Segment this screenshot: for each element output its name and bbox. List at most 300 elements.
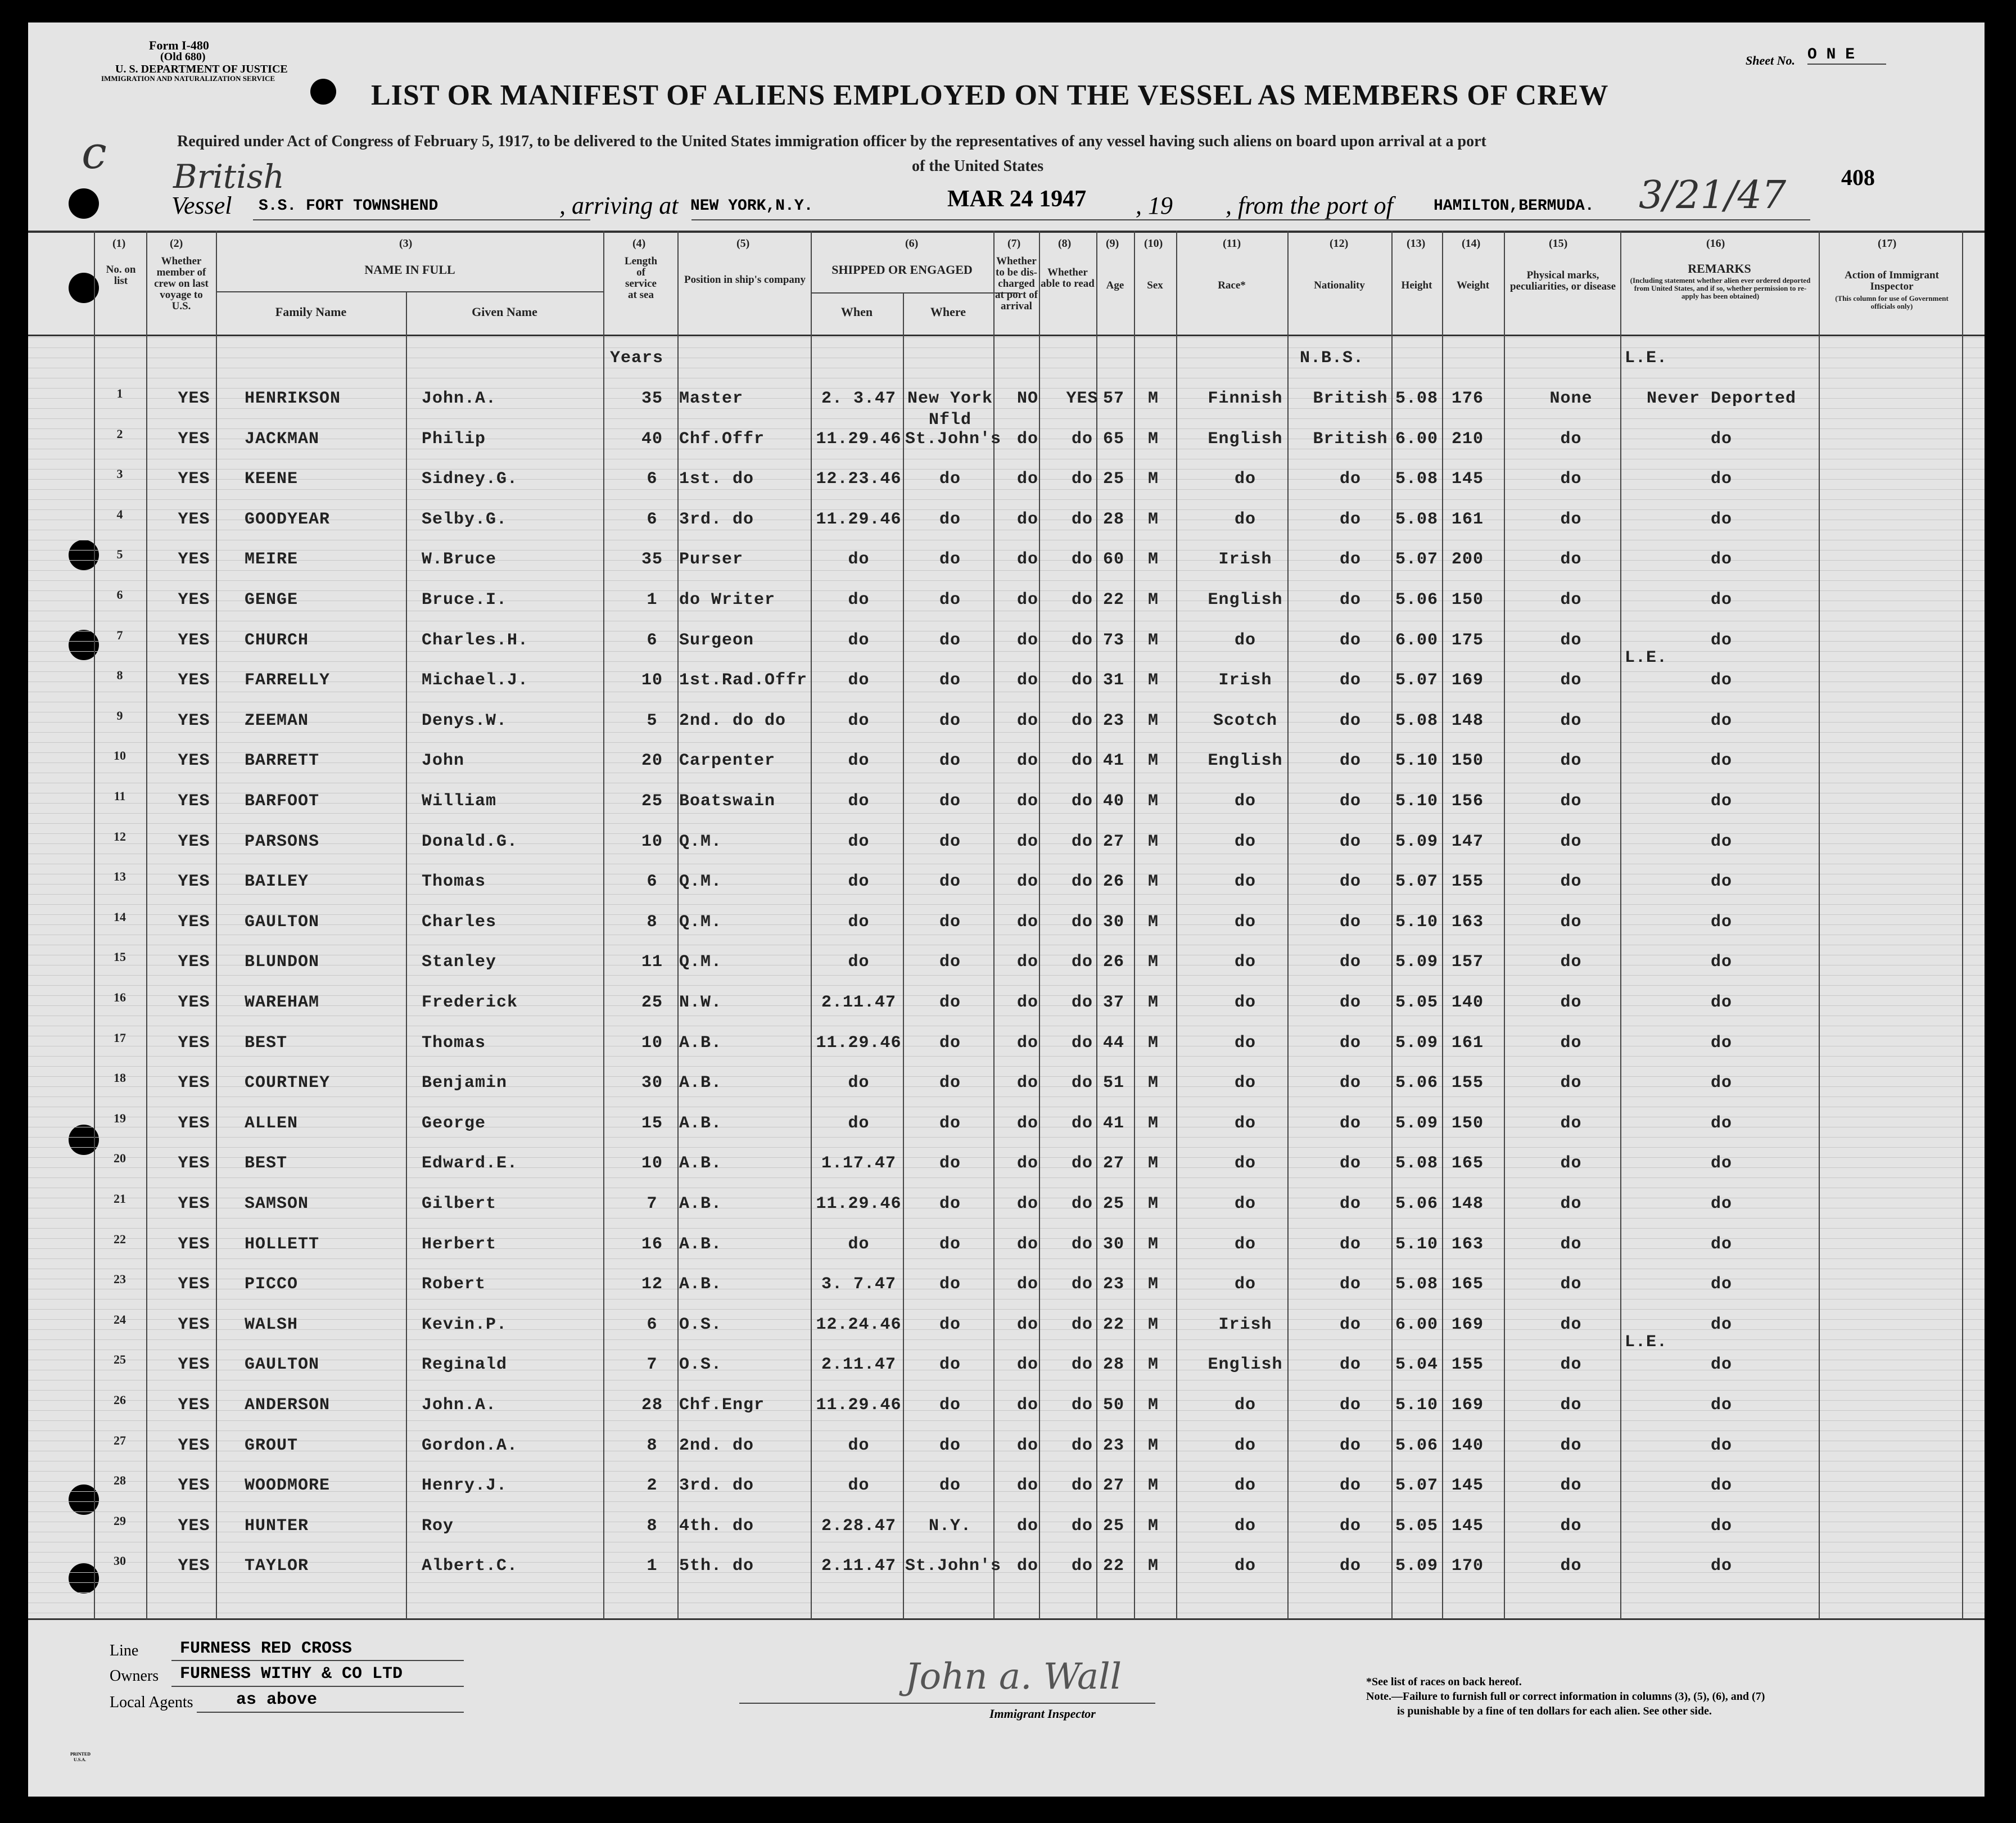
sex-cell: M (1148, 751, 1159, 771)
position-cell: 2nd. do (679, 1436, 754, 1455)
shipped-when-cell: do (848, 872, 870, 892)
prev-voyage-cell: YES (178, 1194, 210, 1213)
race-cell: Irish (1218, 1315, 1272, 1334)
form-old-number: (Old 680) (160, 51, 206, 63)
weight-cell: 210 (1452, 429, 1484, 449)
service-years-cell: 6 (647, 630, 658, 650)
height-cell: 5.10 (1395, 1396, 1439, 1415)
remarks-cell: do (1710, 509, 1732, 529)
weight-cell: 147 (1452, 832, 1484, 851)
remarks-cell: do (1710, 711, 1732, 730)
remarks-cell: do (1710, 1315, 1732, 1334)
prev-voyage-cell: YES (178, 1355, 210, 1375)
family-name-cell: WALSH (245, 1315, 299, 1334)
prev-voyage-cell: YES (178, 1033, 210, 1053)
vessel-name: S.S. FORT TOWNSHEND (259, 197, 439, 215)
height-cell: 5.07 (1395, 550, 1439, 570)
shipped-when-cell: 11.29.46 (816, 1396, 902, 1415)
given-name-cell: Donald.G. (422, 832, 518, 851)
family-name-cell: SAMSON (245, 1194, 309, 1213)
nationality-cell: British (1313, 429, 1388, 449)
position-cell: A.B. (679, 1194, 722, 1213)
able-to-read-cell: do (1071, 429, 1093, 449)
nationality-cell: do (1339, 711, 1361, 730)
shipped-when-cell: do (848, 1476, 870, 1496)
physical-marks-cell: do (1560, 1073, 1582, 1093)
height-cell: 5.07 (1395, 872, 1439, 892)
nationality-cell: do (1339, 1073, 1361, 1093)
row-number-cell: 13 (114, 869, 126, 884)
remarks-cell: do (1710, 1476, 1732, 1496)
arriving-label: , arriving at (559, 192, 679, 219)
owners-label: Owners (110, 1667, 159, 1685)
shipped-where-cell: do (939, 1355, 961, 1375)
column-number: (10) (1144, 237, 1163, 250)
discharged-cell: do (1016, 1355, 1038, 1375)
weight-cell: 176 (1452, 389, 1484, 408)
shipped-when-cell: do (848, 630, 870, 650)
page-number: 408 (1841, 165, 1875, 190)
row-number-cell: 18 (114, 1071, 126, 1085)
physical-marks-cell: do (1560, 1516, 1582, 1536)
position-cell: Master (679, 389, 744, 408)
age-cell: 27 (1103, 1476, 1125, 1496)
race-cell: Irish (1218, 550, 1272, 570)
race-cell: do (1234, 1113, 1256, 1133)
given-name-cell: Robert (422, 1275, 486, 1294)
given-name-cell: Charles (422, 912, 497, 932)
age-cell: 22 (1103, 590, 1125, 610)
able-to-read-cell: do (1071, 550, 1093, 570)
nationality-cell: do (1339, 1154, 1361, 1174)
race-cell: do (1234, 1073, 1256, 1093)
ruled-line (28, 1309, 1985, 1310)
able-to-read-cell: do (1071, 1476, 1093, 1496)
able-to-read-cell: do (1071, 1516, 1093, 1536)
service-years-cell: 10 (641, 671, 663, 691)
age-cell: 22 (1103, 1556, 1125, 1576)
remarks-cell: do (1710, 630, 1732, 650)
sex-cell: M (1148, 1355, 1159, 1375)
shipped-when-cell: 2.28.47 (821, 1516, 897, 1536)
column-number: (7) (1007, 237, 1021, 250)
age-cell: 51 (1103, 1073, 1125, 1093)
sex-cell: M (1148, 1436, 1159, 1455)
discharged-cell: do (1016, 1234, 1038, 1254)
remarks-cell: do (1710, 1516, 1732, 1536)
discharged-cell: do (1016, 1436, 1038, 1455)
given-name-cell: John.A. (422, 389, 497, 408)
service-years-cell: 5 (647, 711, 658, 730)
position-cell: A.B. (679, 1073, 722, 1093)
shipped-where-cell: do (939, 1396, 961, 1415)
ruled-line (28, 1471, 1985, 1472)
manifest-sheet (28, 22, 1985, 1797)
service-years-cell: 7 (647, 1355, 658, 1375)
position-cell: 2nd. do do (679, 711, 786, 730)
shipped-where-cell: do (939, 1436, 961, 1455)
remarks-cell: do (1710, 550, 1732, 570)
header-given-name: Given Name (472, 305, 537, 319)
service-years-cell: 6 (647, 1315, 658, 1334)
prev-voyage-cell: YES (178, 1275, 210, 1294)
shipped-where-cell: do (939, 953, 961, 972)
column-number: (6) (905, 237, 919, 250)
row-number-cell: 8 (116, 668, 123, 683)
ruled-line (28, 1096, 1985, 1097)
from-port-label: , from the port of (1226, 192, 1393, 219)
remarks-cell: do (1710, 953, 1732, 972)
service-years-cell: 1 (647, 1556, 658, 1576)
row-number-cell: 28 (114, 1473, 126, 1488)
prev-voyage-cell: YES (178, 872, 210, 892)
row-number-cell: 2 (116, 426, 123, 441)
sex-cell: M (1148, 1113, 1159, 1133)
weight-cell: 140 (1452, 993, 1484, 1012)
height-cell: 5.10 (1395, 912, 1439, 932)
discharged-cell: do (1016, 1476, 1038, 1496)
family-name-cell: FARRELLY (245, 671, 331, 691)
discharged-cell: do (1016, 751, 1038, 771)
inspector-signature: John a. Wall (905, 1656, 1122, 1698)
ruled-line (28, 1552, 1985, 1553)
shipped-when-cell: do (848, 1073, 870, 1093)
ruled-line (28, 1592, 1985, 1593)
age-cell: 65 (1103, 429, 1125, 449)
given-name-cell: W.Bruce (422, 550, 497, 570)
prev-voyage-cell: YES (178, 590, 210, 610)
weight-cell: 155 (1452, 1073, 1484, 1093)
remarks-cell: do (1710, 1073, 1732, 1093)
physical-marks-cell: do (1560, 953, 1582, 972)
given-name-cell: Albert.C. (422, 1556, 518, 1576)
sex-cell: M (1148, 470, 1159, 489)
service-years-cell: 6 (647, 509, 658, 529)
sex-cell: M (1148, 1516, 1159, 1536)
prev-voyage-cell: YES (178, 711, 210, 730)
header-height: Height (1401, 279, 1432, 291)
age-cell: 23 (1103, 1275, 1125, 1294)
ruled-line (28, 1511, 1985, 1512)
ruled-line (28, 1066, 1985, 1067)
age-cell: 26 (1103, 953, 1125, 972)
row-number-cell: 3 (116, 467, 123, 481)
discharged-cell: do (1016, 1033, 1038, 1053)
nationality-cell: do (1339, 1436, 1361, 1455)
physical-marks-cell: do (1560, 509, 1582, 529)
handwritten-date: 3/21/47 (1639, 173, 1787, 218)
position-cell: 4th. do (679, 1516, 754, 1536)
race-cell: do (1234, 792, 1256, 811)
physical-marks-cell: do (1560, 912, 1582, 932)
weight-cell: 165 (1452, 1154, 1484, 1174)
row-number-cell: 25 (114, 1352, 126, 1367)
position-cell: do Writer (679, 590, 776, 610)
age-cell: 41 (1103, 751, 1125, 771)
age-cell: 27 (1103, 1154, 1125, 1174)
physical-marks-cell: do (1560, 1113, 1582, 1133)
able-to-read-cell: do (1071, 1234, 1093, 1254)
family-name-cell: ZEEMAN (245, 711, 309, 730)
shipped-where-cell: do (939, 1315, 961, 1334)
position-cell: O.S. (679, 1355, 722, 1375)
able-to-read-cell: do (1071, 509, 1093, 529)
discharged-cell: do (1016, 912, 1038, 932)
family-name-cell: GROUT (245, 1436, 299, 1455)
family-name-cell: TAYLOR (245, 1556, 309, 1576)
weight-cell: 169 (1452, 1396, 1484, 1415)
family-name-cell: BARFOOT (245, 792, 320, 811)
shipped-when-cell: 2.11.47 (821, 1556, 897, 1576)
height-cell: 5.05 (1395, 1516, 1439, 1536)
nationality-cell: do (1339, 671, 1361, 691)
family-name-cell: GOODYEAR (245, 509, 331, 529)
race-cell: English (1208, 429, 1283, 449)
family-name-cell: BEST (245, 1154, 288, 1174)
shipped-where-cell: do (939, 912, 961, 932)
ruled-line (28, 742, 1985, 743)
row-number-cell: 11 (114, 789, 126, 803)
header-race: Race* (1218, 279, 1246, 291)
discharged-cell: do (1016, 953, 1038, 972)
weight-cell: 145 (1452, 470, 1484, 489)
service-years-cell: 8 (647, 1436, 658, 1455)
nationality-cell: do (1339, 1556, 1361, 1576)
sex-cell: M (1148, 1154, 1159, 1174)
given-name-cell: Benjamin (422, 1073, 508, 1093)
given-name-cell: Reginald (422, 1355, 508, 1375)
able-to-read-cell: do (1071, 1355, 1093, 1375)
able-to-read-cell: do (1071, 1275, 1093, 1294)
remarks-cell: do (1710, 1556, 1732, 1576)
shipped-where-cell: do (939, 1234, 961, 1254)
height-cell: 5.09 (1395, 1033, 1439, 1053)
discharged-cell: do (1016, 1073, 1038, 1093)
given-name-cell: Frederick (422, 993, 518, 1012)
nationality-cell: do (1339, 792, 1361, 811)
nationality-cell: British (1313, 389, 1388, 408)
given-name-cell: John (422, 751, 465, 771)
sheet-number: O N E (1807, 46, 1886, 65)
able-to-read-cell: do (1071, 993, 1093, 1012)
discharged-cell: do (1016, 792, 1038, 811)
able-to-read-cell: do (1071, 1556, 1093, 1576)
nationality-cell: do (1339, 1113, 1361, 1133)
weight-cell: 155 (1452, 1355, 1484, 1375)
height-cell: 5.09 (1395, 1556, 1439, 1576)
nationality-cell: do (1339, 1033, 1361, 1053)
age-cell: 31 (1103, 671, 1125, 691)
discharged-cell: do (1016, 1516, 1038, 1536)
row-number-cell: 24 (114, 1312, 126, 1326)
column-number: (1) (112, 237, 126, 250)
nationality-cell: do (1339, 1275, 1361, 1294)
ruled-line (28, 1582, 1985, 1583)
sex-cell: M (1148, 429, 1159, 449)
given-name-cell: Denys.W. (422, 711, 508, 730)
discharged-cell: do (1016, 1396, 1038, 1415)
shipped-where-cell: do (939, 1154, 961, 1174)
sex-cell: M (1148, 912, 1159, 932)
shipped-where-cell: do (939, 872, 961, 892)
weight-cell: 161 (1452, 1033, 1484, 1053)
service-years-cell: 11 (641, 953, 663, 972)
shipped-where-cell: do (939, 711, 961, 730)
shipped-where-cell: do (939, 590, 961, 610)
weight-cell: 148 (1452, 711, 1484, 730)
remarks-cell: do (1710, 1033, 1732, 1053)
nationality-cell: do (1339, 953, 1361, 972)
row-number-cell: 16 (114, 990, 126, 1004)
family-name-cell: WOODMORE (245, 1476, 331, 1496)
page-title: LIST OR MANIFEST OF ALIENS EMPLOYED ON THE VESSEL AS MEMBERS OF CREW (371, 79, 1609, 111)
height-cell: 5.04 (1395, 1355, 1439, 1375)
sex-cell: M (1148, 1476, 1159, 1496)
physical-marks-cell: do (1560, 470, 1582, 489)
header-sex: Sex (1147, 279, 1163, 291)
arrival-date-stamp: MAR 24 1947 (947, 186, 1087, 212)
prev-voyage-cell: YES (178, 1516, 210, 1536)
shipped-where-cell: St.John's (905, 429, 1002, 449)
race-cell: do (1234, 1396, 1256, 1415)
position-cell: Carpenter (679, 751, 776, 771)
able-to-read-cell: do (1071, 832, 1093, 851)
remarks-cell: do (1710, 1113, 1732, 1133)
shipped-when-cell: do (848, 550, 870, 570)
column-number: (3) (399, 237, 413, 250)
discharged-cell: do (1016, 590, 1038, 610)
given-name-cell: Bruce.I. (422, 590, 508, 610)
position-cell: Boatswain (679, 792, 776, 811)
row-number-cell: 26 (114, 1393, 126, 1407)
able-to-read-cell: do (1071, 630, 1093, 650)
race-cell: do (1234, 1154, 1256, 1174)
discharged-cell: do (1016, 1194, 1038, 1213)
weight-cell: 200 (1452, 550, 1484, 570)
able-to-read-cell: do (1071, 1154, 1093, 1174)
agents-value: as above (236, 1690, 318, 1709)
prev-voyage-cell: YES (178, 429, 210, 449)
age-cell: 57 (1103, 389, 1125, 408)
shipped-where-cell: do (939, 1033, 961, 1053)
nationality-cell: do (1339, 509, 1361, 529)
row-number-cell: 17 (114, 1030, 126, 1045)
age-cell: 40 (1103, 792, 1125, 811)
ruled-line (28, 651, 1985, 652)
age-cell: 23 (1103, 1436, 1125, 1455)
race-cell: do (1234, 1516, 1256, 1536)
ruled-line (28, 1390, 1985, 1391)
race-cell: do (1234, 953, 1256, 972)
ruled-line (28, 732, 1985, 733)
row-number-cell: 15 (114, 950, 126, 964)
ruled-line (28, 1501, 1985, 1502)
weight-cell: 165 (1452, 1275, 1484, 1294)
shipped-where-cell: do (939, 630, 961, 650)
physical-marks-cell: do (1560, 1355, 1582, 1375)
age-cell: 27 (1103, 832, 1125, 851)
shipped-where-cell: do (939, 1476, 961, 1496)
physical-marks-cell: do (1560, 550, 1582, 570)
position-cell: A.B. (679, 1234, 722, 1254)
age-cell: 28 (1103, 509, 1125, 529)
header-no-on-list: No. on list (106, 264, 136, 287)
discharged-cell: do (1016, 1556, 1038, 1576)
able-to-read-cell: do (1071, 1033, 1093, 1053)
family-name-cell: MEIRE (245, 550, 299, 570)
position-cell: Purser (679, 550, 744, 570)
shipped-when-cell: 12.23.46 (816, 470, 902, 489)
position-cell: A.B. (679, 1113, 722, 1133)
handwritten-flag: British (173, 157, 284, 196)
physical-marks-cell: do (1560, 872, 1582, 892)
position-cell: Chf.Offr (679, 429, 765, 449)
remarks-cell: do (1710, 1234, 1732, 1254)
weight-cell: 155 (1452, 872, 1484, 892)
physical-marks-cell: do (1560, 1234, 1582, 1254)
ruled-line (28, 1218, 1985, 1219)
punch-hole (69, 188, 99, 219)
service-years-cell: 35 (641, 550, 663, 570)
given-name-cell: Thomas (422, 1033, 486, 1053)
race-cell: do (1234, 1033, 1256, 1053)
header-length-of-service: Length of service at sea (624, 255, 658, 301)
nationality-cell: do (1339, 1355, 1361, 1375)
service-years-cell: 7 (647, 1194, 658, 1213)
family-name-cell: HUNTER (245, 1516, 309, 1536)
sex-cell: M (1148, 590, 1159, 610)
column-number: (13) (1407, 237, 1426, 250)
penalty-note-1: Note.—Failure to furnish full or correct information in columns (3), (5), (6), and (7) (1366, 1690, 1765, 1703)
weight-cell: 163 (1452, 912, 1484, 932)
remarks-cell: do (1710, 832, 1732, 851)
family-name-cell: JACKMAN (245, 429, 320, 449)
remarks-cell: do (1710, 993, 1732, 1012)
family-name-cell: HENRIKSON (245, 389, 341, 408)
row-number-cell: 10 (114, 748, 126, 763)
shipped-where-cell: do (939, 470, 961, 489)
row-number-cell: 21 (114, 1192, 126, 1206)
header-when: When (840, 305, 873, 319)
column-number: (16) (1706, 237, 1725, 250)
row-number-cell: 5 (116, 547, 123, 562)
races-note: *See list of races on back hereof. (1366, 1676, 1522, 1688)
service-years-cell: 6 (647, 872, 658, 892)
age-cell: 23 (1103, 711, 1125, 730)
prev-voyage-cell: YES (178, 550, 210, 570)
family-name-cell: KEENE (245, 470, 299, 489)
header-physical-marks: Physical marks, peculiarities, or disease (1509, 269, 1616, 292)
given-name-cell: Michael.J. (422, 671, 529, 691)
ruled-line (28, 1147, 1985, 1148)
shipped-when-cell: 1.17.47 (821, 1154, 897, 1174)
ruled-line (28, 1056, 1985, 1057)
race-cell: English (1208, 751, 1283, 771)
column-number: (4) (632, 237, 646, 250)
given-name-cell: Kevin.P. (422, 1315, 508, 1334)
header-inspector-action: Action of Immigrant Inspector (1845, 269, 1939, 292)
row-number-cell: 29 (114, 1513, 126, 1528)
service-years-cell: 30 (641, 1073, 663, 1093)
prev-voyage-cell: YES (178, 1556, 210, 1576)
race-cell: English (1208, 590, 1283, 610)
year-label: , 19 (1136, 192, 1173, 219)
age-cell: 25 (1103, 470, 1125, 489)
row-number-cell: 27 (114, 1433, 126, 1447)
column-number: (5) (736, 237, 750, 250)
physical-marks-cell: do (1560, 792, 1582, 811)
ruled-line (28, 418, 1985, 419)
